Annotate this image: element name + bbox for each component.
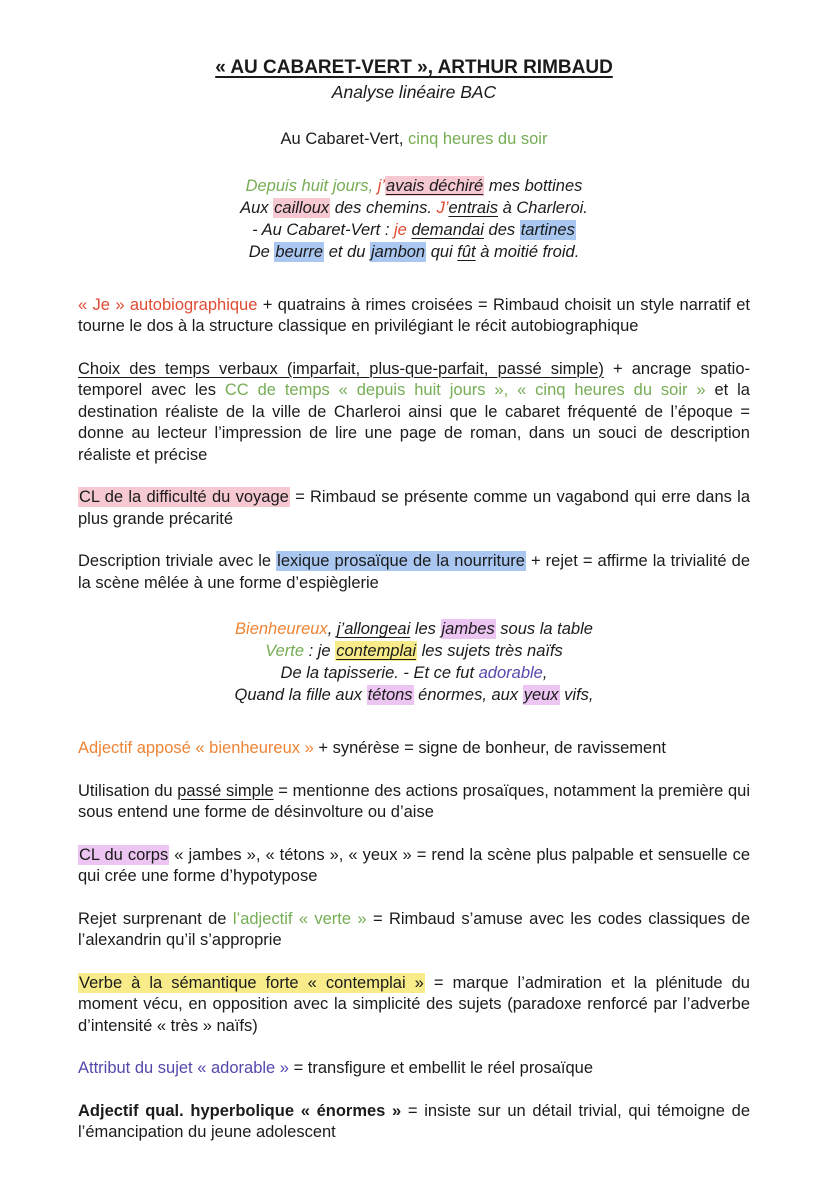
- analysis-paragraph-je-autobiographique: [78, 295, 750, 338]
- poem-heading: [78, 129, 750, 151]
- text-run: je: [394, 220, 407, 239]
- poem-line-1: [78, 175, 750, 197]
- text-run: fût: [457, 242, 476, 261]
- text-run: = insiste sur un détail trivial, qui témoigne de l’émancipation du jeune adolescent: [78, 1101, 750, 1141]
- text-run: Adjectif qual. hyperbolique « énormes »: [78, 1101, 402, 1120]
- page-subtitle: Analyse linéaire BAC: [331, 82, 497, 102]
- text-run: j’allongeai: [336, 620, 411, 638]
- analysis-paragraph-adjectif-appose: [78, 738, 750, 760]
- text-run: Utilisation du: [78, 781, 178, 800]
- text-run: demandai: [411, 220, 484, 239]
- text-run: mes bottines: [484, 176, 583, 195]
- analysis-paragraph-description-triviale: [78, 551, 750, 594]
- poem-line-6: [78, 640, 750, 662]
- text-run: Au Cabaret-Vert,: [280, 130, 409, 148]
- analysis-paragraph-cl-difficulte-voyage: [78, 487, 750, 530]
- poem-line-2: [78, 197, 750, 219]
- text-run: Quand la fille aux: [234, 686, 367, 704]
- text-run: Description triviale avec le: [78, 552, 277, 570]
- analysis-paragraph-attribut-du-sujet: [78, 1058, 750, 1080]
- text-run: lexique prosaïque de la nourriture: [277, 552, 525, 570]
- text-run: = Rimbaud se présente comme un vagabond qui erre dans la plus grande précarité: [78, 488, 750, 528]
- analysis-paragraph-verbe-semantique-forte: [78, 973, 750, 1038]
- text-run: énormes, aux: [413, 686, 523, 704]
- text-run: les: [410, 620, 441, 638]
- text-run: contemplai: [336, 642, 416, 660]
- analysis-paragraph-temps-verbaux: [78, 359, 750, 467]
- text-run: = transfigure et embellit le réel prosaïque: [288, 1059, 594, 1077]
- text-run: J’: [436, 198, 449, 217]
- text-run: et la destination réaliste de la ville de Charleroi ainsi que le cabaret fréquenté de l’époque = donne au lecteur l’impression de lire une page de roman, dans un souci de description réaliste et précise: [78, 381, 750, 464]
- poem-line-3: [78, 219, 750, 241]
- text-run: les sujets très naïfs: [417, 642, 563, 660]
- text-run: jambon: [370, 242, 426, 261]
- poem-line-5: [78, 618, 750, 640]
- text-run: De la tapisserie. - Et ce fut: [280, 664, 479, 682]
- text-run: Verbe à la sémantique forte « contemplai »: [79, 973, 424, 992]
- text-run: vifs,: [559, 686, 594, 704]
- poem-line-7: [78, 662, 750, 684]
- text-run: « Je » autobiographique: [78, 295, 258, 314]
- text-run: à Charleroi.: [498, 198, 588, 217]
- text-run: l’adjectif « verte »: [232, 909, 367, 928]
- text-run: CL du corps: [79, 845, 169, 864]
- text-run: passé simple: [177, 781, 274, 800]
- text-run: + synérèse = signe de bonheur, de ravissement: [313, 739, 666, 757]
- text-run: Attribut du sujet « adorable »: [78, 1059, 289, 1077]
- text-run: + ancrage spatio-temporel avec les: [78, 359, 750, 399]
- text-run: cinq heures du soir: [408, 130, 548, 148]
- poem-line-4: [78, 241, 750, 263]
- text-run: à moitié froid.: [475, 242, 580, 261]
- text-run: adorable: [478, 664, 543, 682]
- analysis-paragraph-adjectif-hyperbolique: [78, 1101, 750, 1144]
- text-run: = Rimbaud s’amuse avec les codes classiques de l’alexandrin qu’il s’approprie: [78, 909, 750, 949]
- text-run: des chemins.: [330, 198, 437, 217]
- poem-line-8: [78, 684, 750, 706]
- text-run: j’: [377, 176, 386, 195]
- poem-stanza-1: [78, 175, 750, 263]
- text-run: - Au Cabaret-Vert :: [252, 220, 395, 239]
- analysis-paragraph-cl-du-corps: [78, 845, 750, 888]
- text-run: et du: [324, 242, 370, 261]
- poem-stanza-2: [78, 618, 750, 706]
- text-run: Bienheureux: [235, 620, 328, 638]
- page-title: « AU CABARET-VERT », ARTHUR RIMBAUD: [215, 57, 613, 78]
- text-run: = mentionne des actions prosaïques, notamment la première qui sous entend une forme de désinvolture ou d’aise: [78, 781, 750, 821]
- text-run: + quatrains à rimes croisées = Rimbaud choisit un style narratif et tourne le dos à la structure classique en privilégiant le récit autobiographique: [78, 295, 750, 335]
- text-run: Verte: [265, 642, 305, 660]
- text-run: + rejet = affirme la trivialité de la scène mêlée à une forme d’espièglerie: [78, 552, 750, 592]
- text-run: ,: [542, 664, 548, 682]
- text-run: avais déchiré: [386, 176, 484, 195]
- text-run: tétons: [367, 686, 413, 704]
- text-run: des: [483, 220, 520, 239]
- text-run: Rejet surprenant de: [78, 909, 233, 928]
- text-run: tartines: [520, 220, 575, 239]
- text-run: Aux: [240, 198, 274, 217]
- analysis-paragraph-rejet-surprenant: [78, 909, 750, 952]
- text-run: Depuis huit jours,: [245, 176, 374, 195]
- analysis-paragraph-passe-simple: [78, 781, 750, 824]
- text-run: De: [248, 242, 275, 261]
- text-run: « jambes », « tétons », « yeux » = rend la scène plus palpable et sensuelle ce qui crée une forme d’hypotypose: [78, 845, 750, 885]
- text-run: : je: [304, 642, 336, 660]
- text-run: jambes: [441, 620, 495, 638]
- text-run: Adjectif apposé « bienheureux »: [78, 739, 314, 757]
- text-run: qui: [426, 242, 458, 261]
- text-run: CL de la difficulté du voyage: [79, 488, 289, 506]
- text-run: sous la table: [495, 620, 593, 638]
- text-run: entrais: [448, 198, 499, 217]
- text-run: CC de temps « depuis huit jours », « cinq heures du soir »: [224, 381, 706, 399]
- text-run: Choix des temps verbaux (imparfait, plus-que-parfait, passé simple): [78, 359, 604, 378]
- text-run: ,: [327, 620, 337, 638]
- text-run: cailloux: [274, 198, 330, 217]
- text-run: = marque l’admiration et la plénitude du moment vécu, en opposition avec la simplicité des sujets (paradoxe renforcé par l’adverbe d’intensité « très » naïfs): [78, 973, 750, 1035]
- text-run: yeux: [523, 686, 559, 704]
- text-run: beurre: [275, 242, 324, 261]
